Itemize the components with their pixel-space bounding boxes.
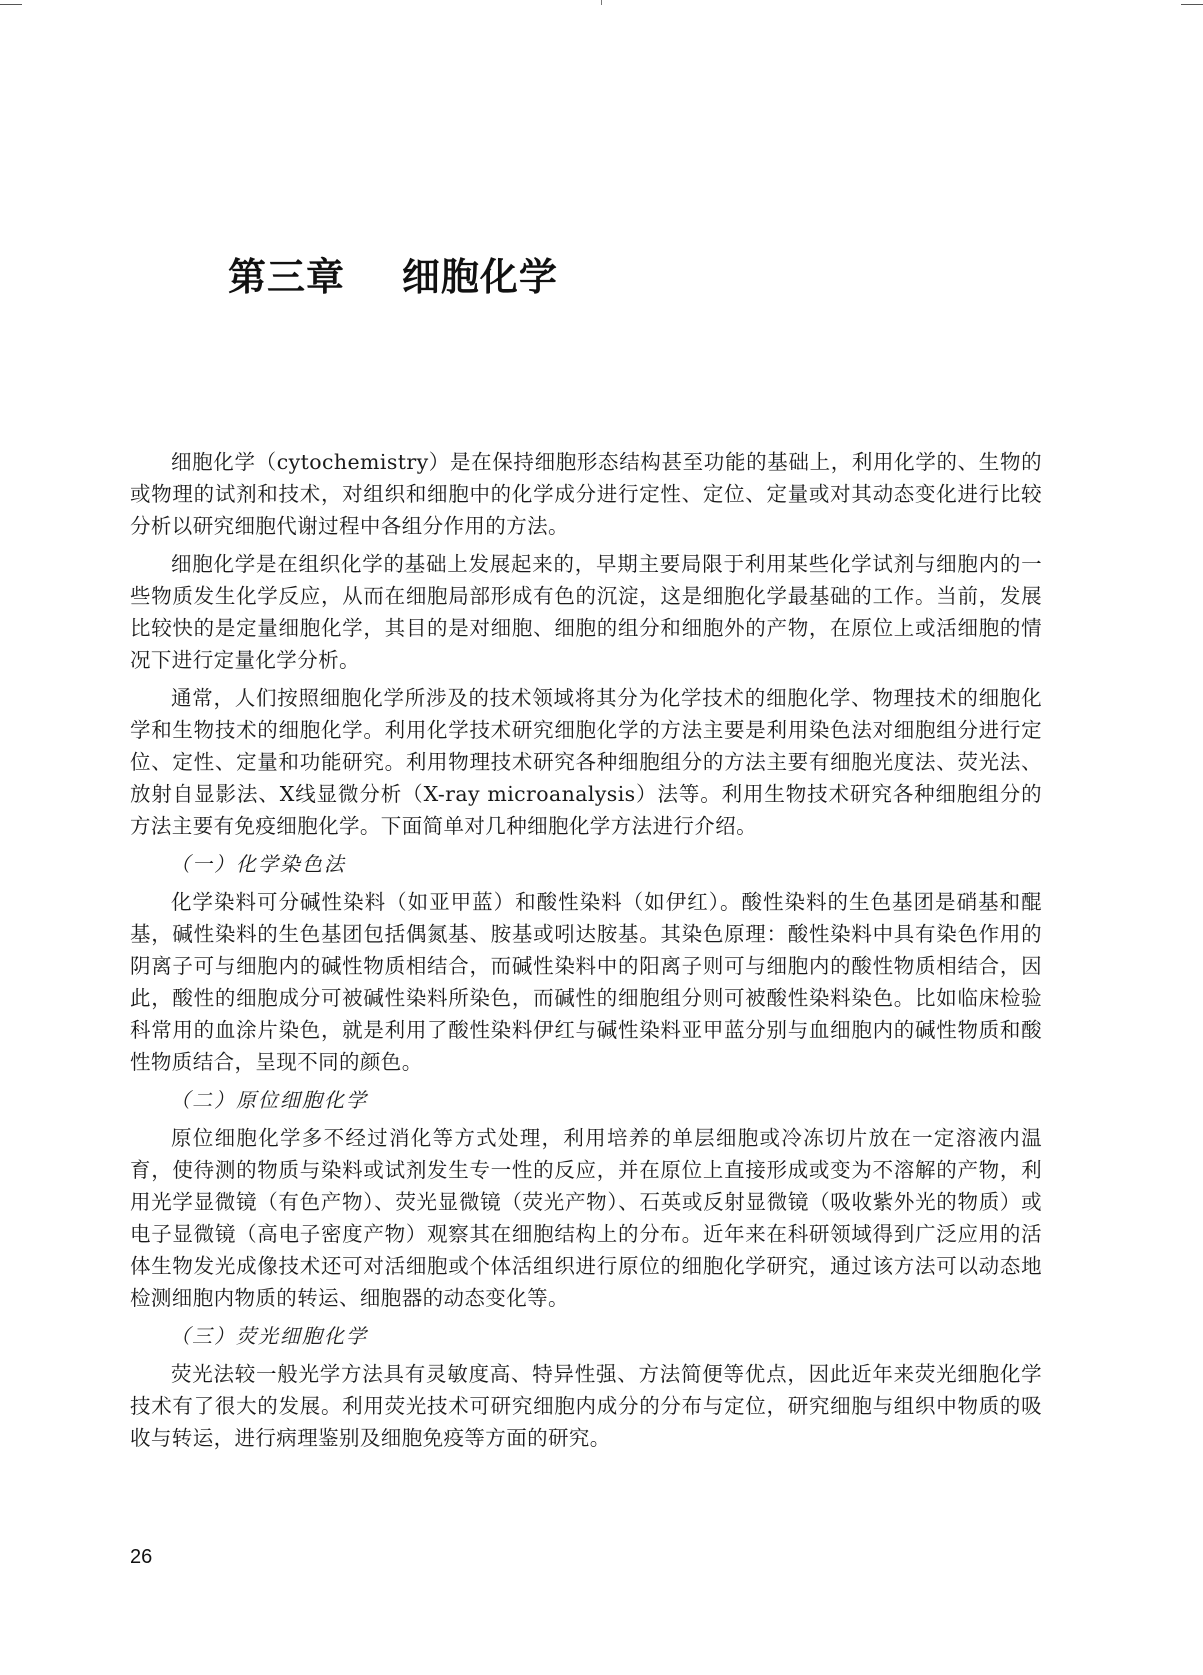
page-number: 26 <box>130 1546 153 1568</box>
crop-mark-left <box>0 4 22 5</box>
paragraph-fluorescence: 荧光法较一般光学方法具有灵敏度高、特异性强、方法简便等优点，因此近年来荧光细胞化学技术有了很大的发展。利用荧光技术可研究细胞内成分的分布与定位，研究细胞与组织中物质的吸收与转运，进行病理鉴别及细胞免疫等方面的研究。 <box>130 1362 1042 1450</box>
paragraph-history: 细胞化学是在组织化学的基础上发展起来的，早期主要局限于利用某些化学试剂与细胞内的一些物质发生化学反应，从而在细胞局部形成有色的沉淀，这是细胞化学最基础的工作。当前，发展比较快的是定量细胞化学，其目的是对细胞、细胞的组分和细胞外的产物，在原位上或活细胞的情况下进行定量化学分析。 <box>130 552 1042 672</box>
section-heading-chemical-staining: （一）化学染色法 <box>170 852 346 876</box>
chapter-title: 第三章 细胞化学 <box>228 255 558 299</box>
paragraph-intro: 细胞化学（cytochemistry）是在保持细胞形态结构甚至功能的基础上，利用化学的、生物的或物理的试剂和技术，对组织和细胞中的化学成分进行定性、定位、定量或对其动态变化进行比较分析以研究细胞代谢过程中各组分作用的方法。 <box>130 450 1042 538</box>
section-heading-in-situ: （二）原位细胞化学 <box>170 1088 368 1112</box>
paragraph-classification: 通常，人们按照细胞化学所涉及的技术领域将其分为化学技术的细胞化学、物理技术的细胞化学和生物技术的细胞化学。利用化学技术研究细胞化学的方法主要是利用染色法对细胞组分进行定位、定性、定量和功能研究。利用物理技术研究各种细胞组分的方法主要有细胞光度法、荧光法、放射自显影法、X线显微分析（X-ray microanalysis）法等。利用生物技术研究各种细胞组分的方法主要有免疫细胞化学。下面简单对几种细胞化学方法进行介绍。 <box>130 686 1042 838</box>
section-heading-fluorescence: （三）荧光细胞化学 <box>170 1324 368 1348</box>
body-content <box>130 446 1042 1460</box>
crop-mark-right <box>1181 4 1203 5</box>
crop-mark-center <box>601 0 602 5</box>
paragraph-chemical-staining: 化学染料可分碱性染料（如亚甲蓝）和酸性染料（如伊红）。酸性染料的生色基团是硝基和醌基，碱性染料的生色基团包括偶氮基、胺基或吲达胺基。其染色原理：酸性染料中具有染色作用的阴离子可与细胞内的碱性物质相结合，而碱性染料中的阳离子则可与细胞内的酸性物质相结合，因此，酸性的细胞成分可被碱性染料所染色，而碱性的细胞组分则可被酸性染料染色。比如临床检验科常用的血涂片染色，就是利用了酸性染料伊红与碱性染料亚甲蓝分别与血细胞内的碱性物质和酸性物质结合，呈现不同的颜色。 <box>130 890 1042 1074</box>
paragraph-in-situ: 原位细胞化学多不经过消化等方式处理，利用培养的单层细胞或冷冻切片放在一定溶液内温育，使待测的物质与染料或试剂发生专一性的反应，并在原位上直接形成或变为不溶解的产物，利用光学显微镜（有色产物）、荧光显微镜（荧光产物）、石英或反射显微镜（吸收紫外光的物质）或电子显微镜（高电子密度产物）观察其在细胞结构上的分布。近年来在科研领域得到广泛应用的活体生物发光成像技术还可对活细胞或个体活组织进行原位的细胞化学研究，通过该方法可以动态地检测细胞内物质的转运、细胞器的动态变化等。 <box>130 1126 1042 1310</box>
